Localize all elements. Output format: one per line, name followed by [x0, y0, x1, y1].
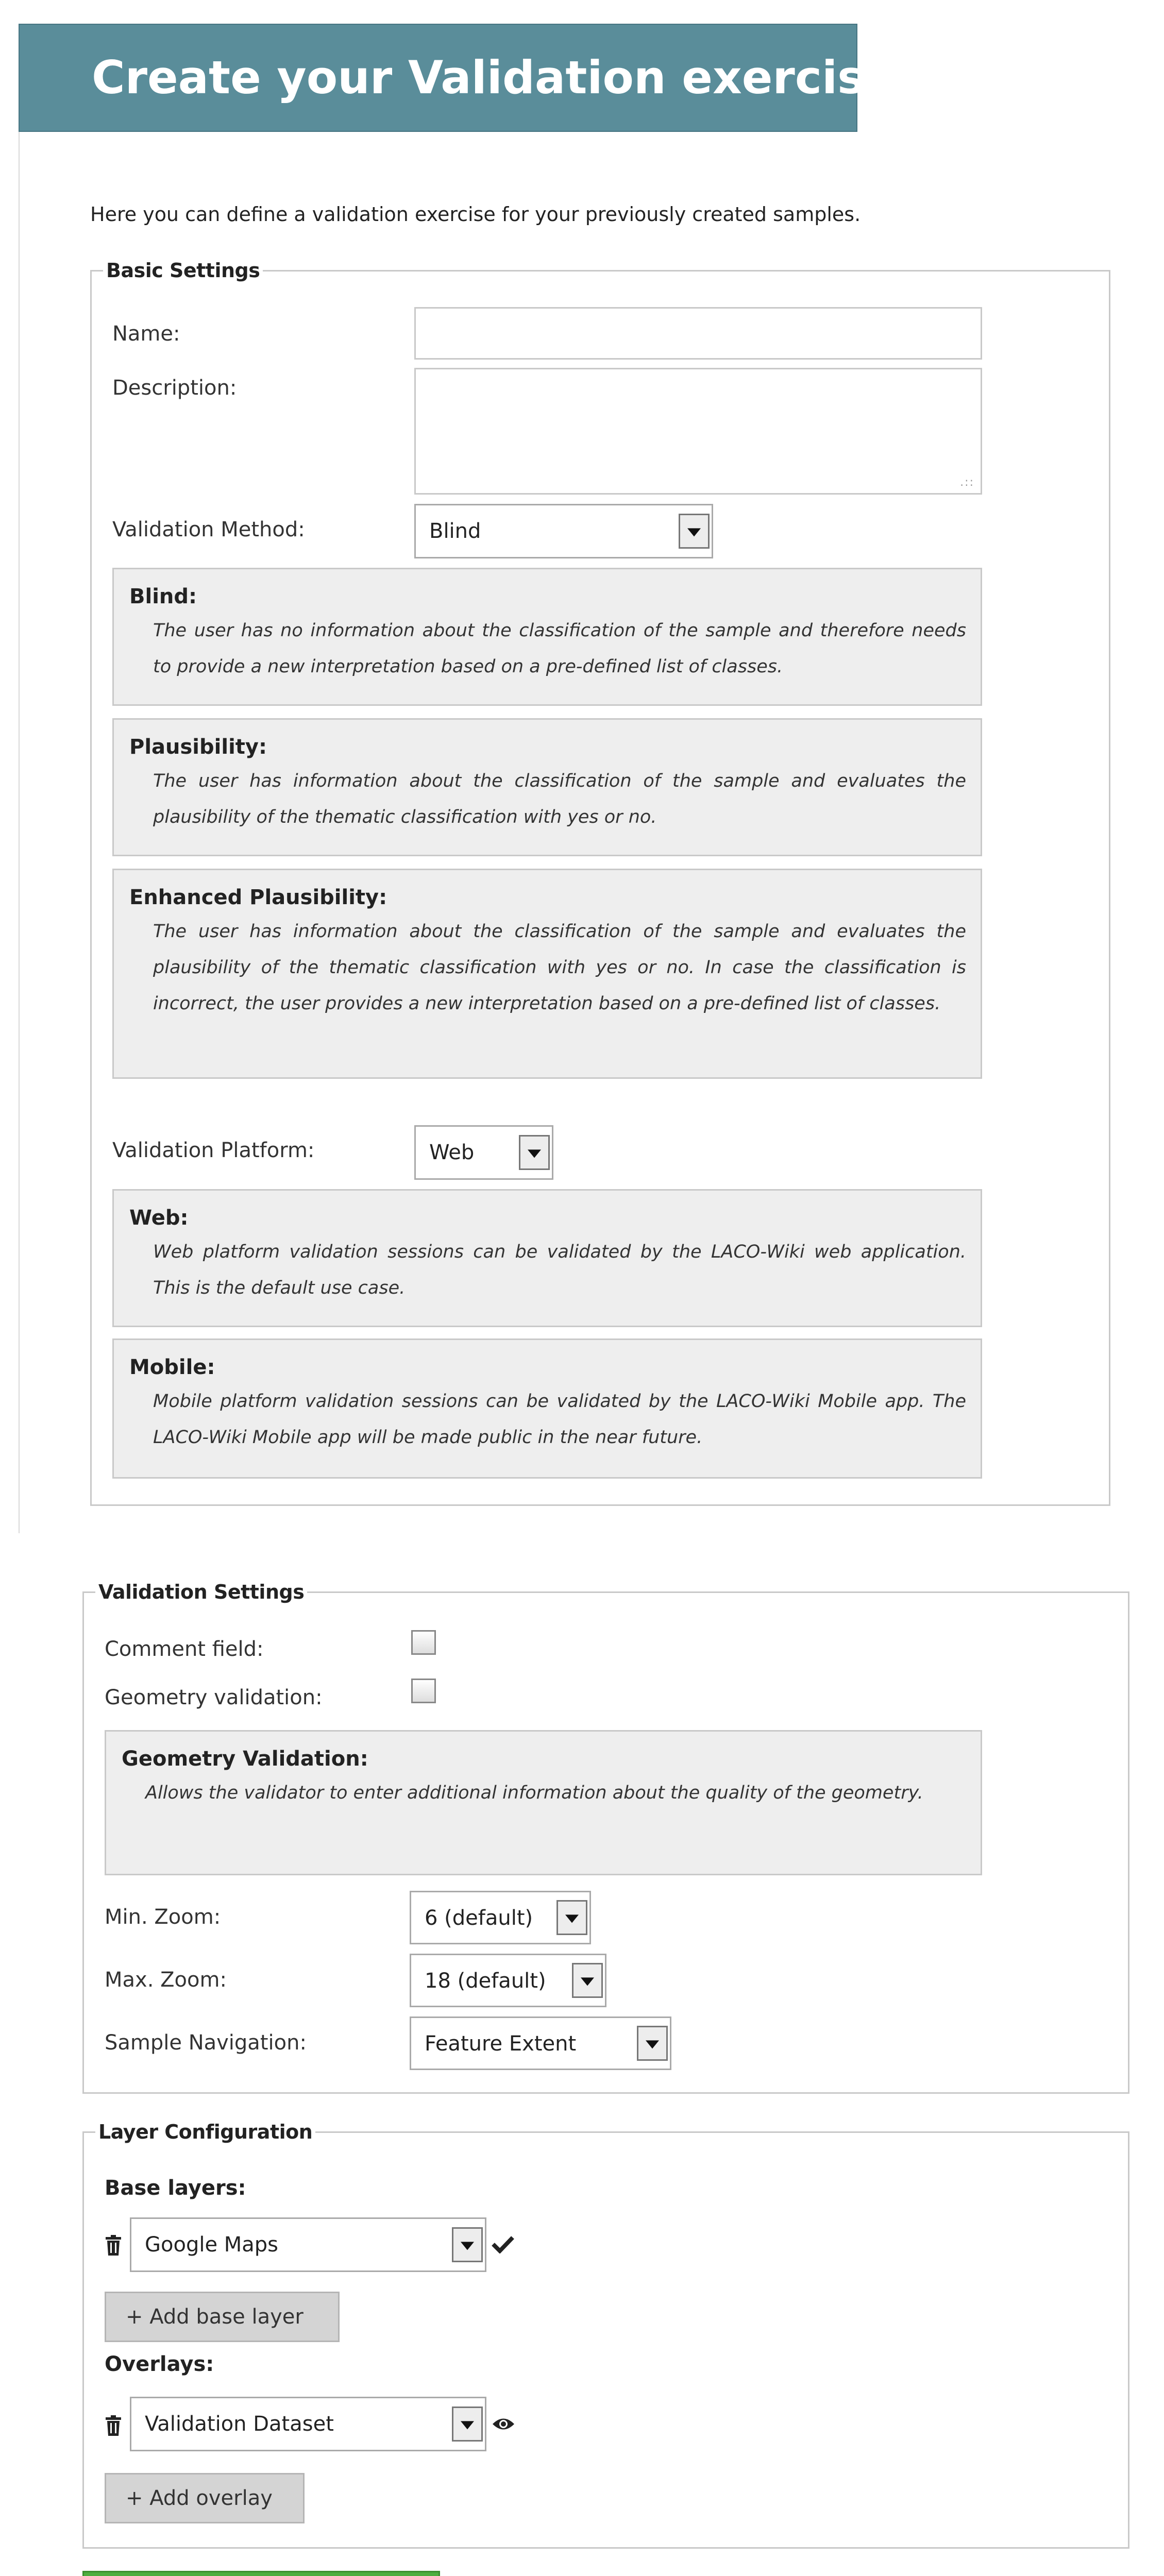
validation-method-label: Validation Method:: [112, 518, 305, 541]
info-title: Mobile:: [129, 1355, 215, 1379]
info-title: Geometry Validation:: [122, 1747, 368, 1771]
description-textarea[interactable]: [414, 368, 982, 495]
info-text: The user has information about the classification of the sample and evaluates the plausibility of the thematic classification with yes or no. In case the classification is incorrect, the user provides a new interpretation based on a pre-defined list of classes.: [153, 921, 966, 1014]
add-overlay-label: + Add overlay: [126, 2486, 273, 2510]
create-validation-session-button[interactable]: [82, 2571, 440, 2576]
eye-icon[interactable]: [492, 2416, 515, 2432]
info-text: The user has no information about the classification of the sample and therefore needs to provide a new interpretation based on a pre-defined list of classes.: [153, 620, 966, 677]
validation-platform-select[interactable]: [414, 1125, 553, 1180]
name-input[interactable]: [414, 307, 982, 360]
geometry-validation-checkbox[interactable]: [411, 1679, 436, 1703]
validation-settings-legend: Validation Settings: [98, 1581, 305, 1603]
overlay-value: Validation Dataset: [145, 2412, 334, 2436]
platform-info-mobile: [112, 1338, 982, 1479]
overlay-select[interactable]: [130, 2397, 486, 2451]
comment-field-label: Comment field:: [105, 1637, 264, 1661]
sample-navigation-label: Sample Navigation:: [105, 2031, 307, 2055]
info-text: Mobile platform validation sessions can be validated by the LACO-Wiki Mobile app. The LACO-Wiki Mobile app will be made public in the near future.: [153, 1391, 966, 1448]
add-base-layer-label: + Add base layer: [126, 2305, 303, 2329]
intro-text: Here you can define a validation exercise for your previously created samples.: [90, 203, 861, 226]
layer-configuration-legend: Layer Configuration: [98, 2121, 313, 2143]
base-layer-select[interactable]: [130, 2217, 486, 2272]
chevron-down-icon[interactable]: [556, 1900, 587, 1935]
basic-settings-legend: Basic Settings: [106, 259, 260, 282]
geometry-validation-label: Geometry validation:: [105, 1686, 323, 1709]
validation-platform-label: Validation Platform:: [112, 1139, 315, 1162]
info-title: Enhanced Plausibility:: [129, 886, 387, 909]
overlays-label: Overlays:: [105, 2352, 214, 2376]
chevron-down-icon[interactable]: [637, 2026, 668, 2061]
info-title: Plausibility:: [129, 735, 267, 759]
info-title: Web:: [129, 1206, 189, 1230]
trash-icon[interactable]: [105, 2235, 122, 2256]
chevron-down-icon[interactable]: [452, 2406, 483, 2442]
page-title: Create your Validation exercise: [19, 24, 857, 132]
info-text: Allows the validator to enter additional information about the quality of the geometry.: [145, 1783, 923, 1803]
resize-grip-icon[interactable]: .::: [960, 476, 974, 489]
chevron-down-icon[interactable]: [519, 1135, 550, 1170]
add-overlay-button[interactable]: [105, 2473, 305, 2523]
max-zoom-label: Max. Zoom:: [105, 1968, 227, 1992]
info-text: The user has information about the classification of the sample and evaluates the plausibility of the thematic classification with yes or no.: [153, 771, 966, 827]
base-layers-label: Base layers:: [105, 2176, 246, 2200]
description-label: Description:: [112, 376, 237, 400]
chevron-down-icon[interactable]: [572, 1963, 603, 1998]
validation-platform-value: Web: [429, 1141, 475, 1164]
name-label: Name:: [112, 322, 180, 346]
method-info-plausibility: [112, 718, 982, 856]
add-base-layer-button[interactable]: [105, 2292, 340, 2342]
base-layer-value: Google Maps: [145, 2233, 279, 2257]
validation-method-select[interactable]: [414, 504, 713, 558]
max-zoom-select[interactable]: [410, 1954, 606, 2007]
geometry-validation-info: [105, 1730, 982, 1875]
chevron-down-icon[interactable]: [679, 514, 710, 549]
comment-field-checkbox[interactable]: [411, 1630, 436, 1655]
max-zoom-value: 18 (default): [425, 1969, 546, 1993]
min-zoom-value: 6 (default): [425, 1906, 533, 1930]
sample-navigation-value: Feature Extent: [425, 2032, 577, 2056]
platform-info-web: [112, 1189, 982, 1327]
info-title: Blind:: [129, 585, 197, 608]
validation-method-value: Blind: [429, 519, 481, 543]
min-zoom-label: Min. Zoom:: [105, 1905, 221, 1929]
page-left-rule: [19, 127, 20, 1533]
sample-navigation-select[interactable]: [410, 2016, 671, 2070]
info-text: Web platform validation sessions can be validated by the LACO-Wiki web application. This is the default use case.: [153, 1242, 966, 1298]
method-info-enhanced-plausibility: [112, 869, 982, 1079]
method-info-blind: [112, 568, 982, 706]
chevron-down-icon[interactable]: [452, 2227, 483, 2262]
trash-icon[interactable]: [105, 2415, 122, 2436]
min-zoom-select[interactable]: [410, 1891, 591, 1944]
check-icon: [492, 2235, 514, 2253]
